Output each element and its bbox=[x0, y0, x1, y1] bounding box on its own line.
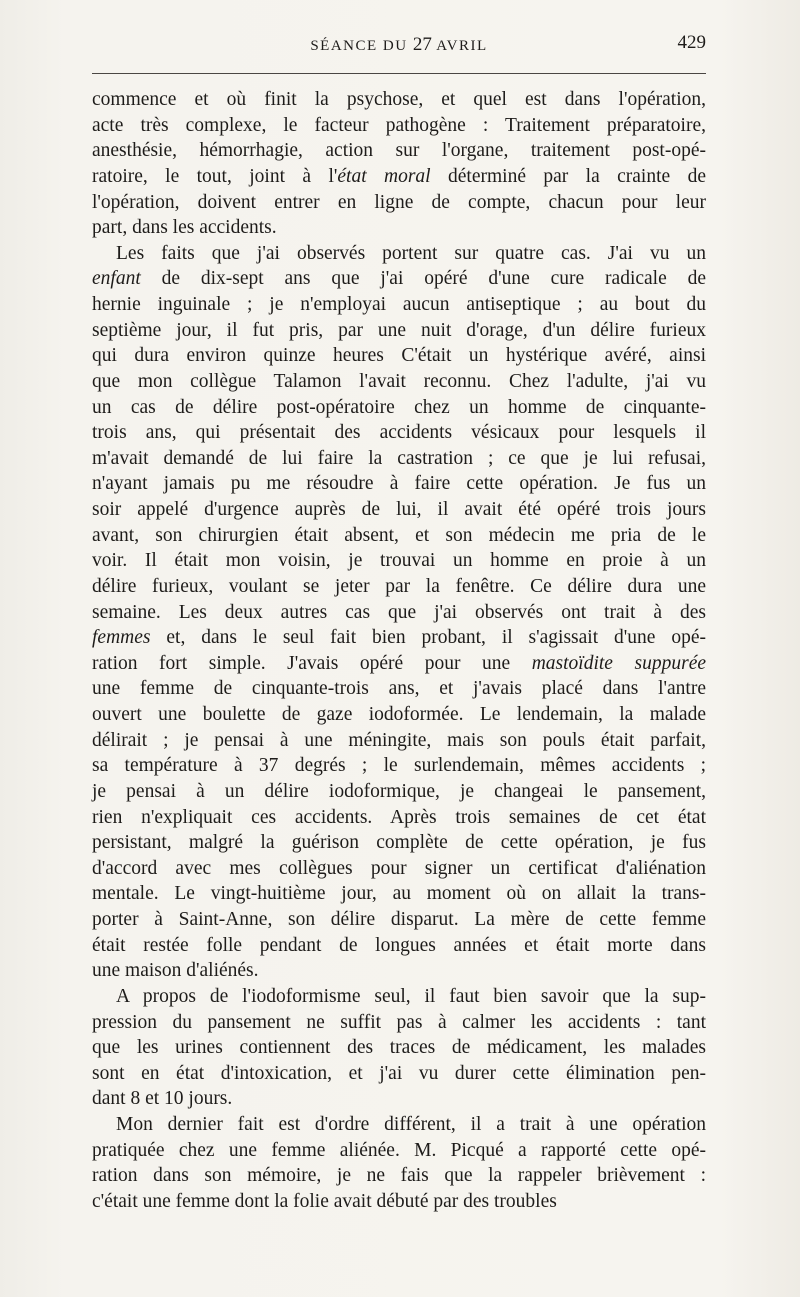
paragraph bbox=[92, 241, 706, 984]
running-head-prefix: SÉANCE DU bbox=[310, 38, 408, 54]
text-line: rien n'expliquait ces accidents. Après trois semaines de cet état bbox=[92, 806, 706, 828]
text-line: d'accord avec mes collègues pour signer un certificat d'aliénation bbox=[92, 857, 706, 879]
text-line: que mon collègue Talamon l'avait reconnu. Chez l'adulte, j'ai vu bbox=[92, 370, 706, 392]
italic-text: enfant bbox=[92, 268, 141, 290]
text-line: délire furieux, voulant se jeter par la fenêtre. Ce délire dura une bbox=[92, 575, 706, 597]
text-line: m'avait demandé de lui faire la castration ; ce que je lui refusai, bbox=[92, 447, 706, 469]
text-line: A propos de l'iodoformisme seul, il faut bien savoir que la sup- bbox=[116, 985, 706, 1007]
page-number: 429 bbox=[677, 32, 706, 53]
paragraph bbox=[92, 87, 706, 241]
text-line: était restée folle pendant de longues années et était morte dans bbox=[92, 934, 706, 956]
text-line: avant, son chirurgien était absent, et son médecin me pria de le bbox=[92, 524, 706, 546]
text-line: pression du pansement ne suffit pas à calmer les accidents : tant bbox=[92, 1011, 706, 1033]
text-line: dant 8 et 10 jours. bbox=[92, 1088, 233, 1110]
text-line: une maison d'aliénés. bbox=[92, 960, 259, 982]
text-line: n'ayant jamais pu me résoudre à faire cette opération. Je fus un bbox=[92, 473, 706, 495]
paragraph bbox=[92, 1112, 706, 1215]
text-line: que les urines contiennent des traces de médicament, les malades bbox=[92, 1037, 706, 1059]
text-line: persistant, malgré la guérison complète de cette opération, je fus bbox=[92, 832, 706, 854]
text-line: porter à Saint-Anne, son délire disparut. La mère de cette femme bbox=[92, 909, 706, 930]
text-line: semaine. Les deux autres cas que j'ai observés ont trait à des bbox=[92, 601, 706, 623]
running-head-title bbox=[92, 34, 706, 56]
text-line: hernie inguinale ; je n'employai aucun antiseptique ; au bout du bbox=[92, 294, 706, 315]
running-head-month: AVRIL bbox=[436, 38, 488, 54]
text-line: enfant de dix-sept ans que j'ai opéré d'une cure radicale de bbox=[92, 268, 706, 290]
text-line: soir appelé d'urgence auprès de lui, il avait été opéré trois jours bbox=[92, 499, 706, 520]
italic-text: femmes bbox=[92, 627, 151, 649]
text-line: une femme de cinquante-trois ans, et j'avais placé dans l'antre bbox=[92, 678, 706, 700]
text-line: septième jour, il fut pris, par une nuit d'orage, d'un délire furieux bbox=[92, 319, 706, 341]
text-line: un cas de délire post-opératoire chez un homme de cinquante- bbox=[92, 396, 706, 418]
text-line: ratoire, le tout, joint à l'état moral déterminé par la crainte de bbox=[92, 165, 706, 187]
text-line: sa température à 37 degrés ; le surlendemain, mêmes accidents ; bbox=[92, 755, 706, 777]
text-line: femmes et, dans le seul fait bien probant, il s'agissait d'une opé- bbox=[92, 627, 706, 649]
text-line: pratiquée chez une femme aliénée. M. Picqué a rapporté cette opé- bbox=[92, 1139, 706, 1161]
header-rule bbox=[92, 73, 706, 74]
running-head-day: 27 bbox=[412, 34, 432, 55]
text-line: ouvert une boulette de gaze iodoformée. Le lendemain, la malade bbox=[92, 704, 706, 725]
text-line: commence et où finit la psychose, et quel est dans l'opération, bbox=[92, 89, 706, 110]
italic-text: mastoïdite suppurée bbox=[531, 652, 706, 674]
text-line: ration dans son mémoire, je ne fais que la rappeler brièvement : bbox=[92, 1165, 706, 1187]
text-line: Mon dernier fait est d'ordre différent, il a trait à une opération bbox=[116, 1114, 706, 1135]
italic-text: état moral bbox=[337, 165, 431, 187]
text-line: qui dura environ quinze heures C'était un hystérique avéré, ainsi bbox=[92, 345, 706, 367]
running-head bbox=[92, 34, 706, 58]
text-line: part, dans les accidents. bbox=[92, 217, 277, 239]
paragraph bbox=[92, 984, 706, 1112]
text-line: c'était une femme dont la folie avait débuté par des troubles bbox=[92, 1190, 557, 1212]
text-line: voir. Il était mon voisin, je trouvai un homme en proie à un bbox=[92, 550, 706, 572]
text-line: trois ans, qui présentait des accidents vésicaux pour lesquels il bbox=[92, 422, 706, 444]
text-line: sont en état d'intoxication, et j'ai vu durer cette élimination pen- bbox=[92, 1062, 706, 1084]
text-line: l'opération, doivent entrer en ligne de compte, chacun pour leur bbox=[92, 191, 706, 213]
text-line: anesthésie, hémorrhagie, action sur l'organe, traitement post-opé- bbox=[92, 140, 706, 162]
text-line: Les faits que j'ai observés portent sur quatre cas. J'ai vu un bbox=[116, 242, 706, 264]
text-line: je pensai à un délire iodoformique, je changeai le pansement, bbox=[92, 780, 706, 802]
text-line: ration fort simple. J'avais opéré pour une mastoïdite suppurée bbox=[92, 652, 706, 674]
text-line: acte très complexe, le facteur pathogène : Traitement préparatoire, bbox=[92, 114, 706, 136]
body-text bbox=[92, 87, 706, 1215]
text-line: délirait ; je pensai à une méningite, mais son pouls était parfait, bbox=[92, 729, 706, 751]
text-line: mentale. Le vingt-huitième jour, au moment où on allait la trans- bbox=[92, 883, 706, 905]
